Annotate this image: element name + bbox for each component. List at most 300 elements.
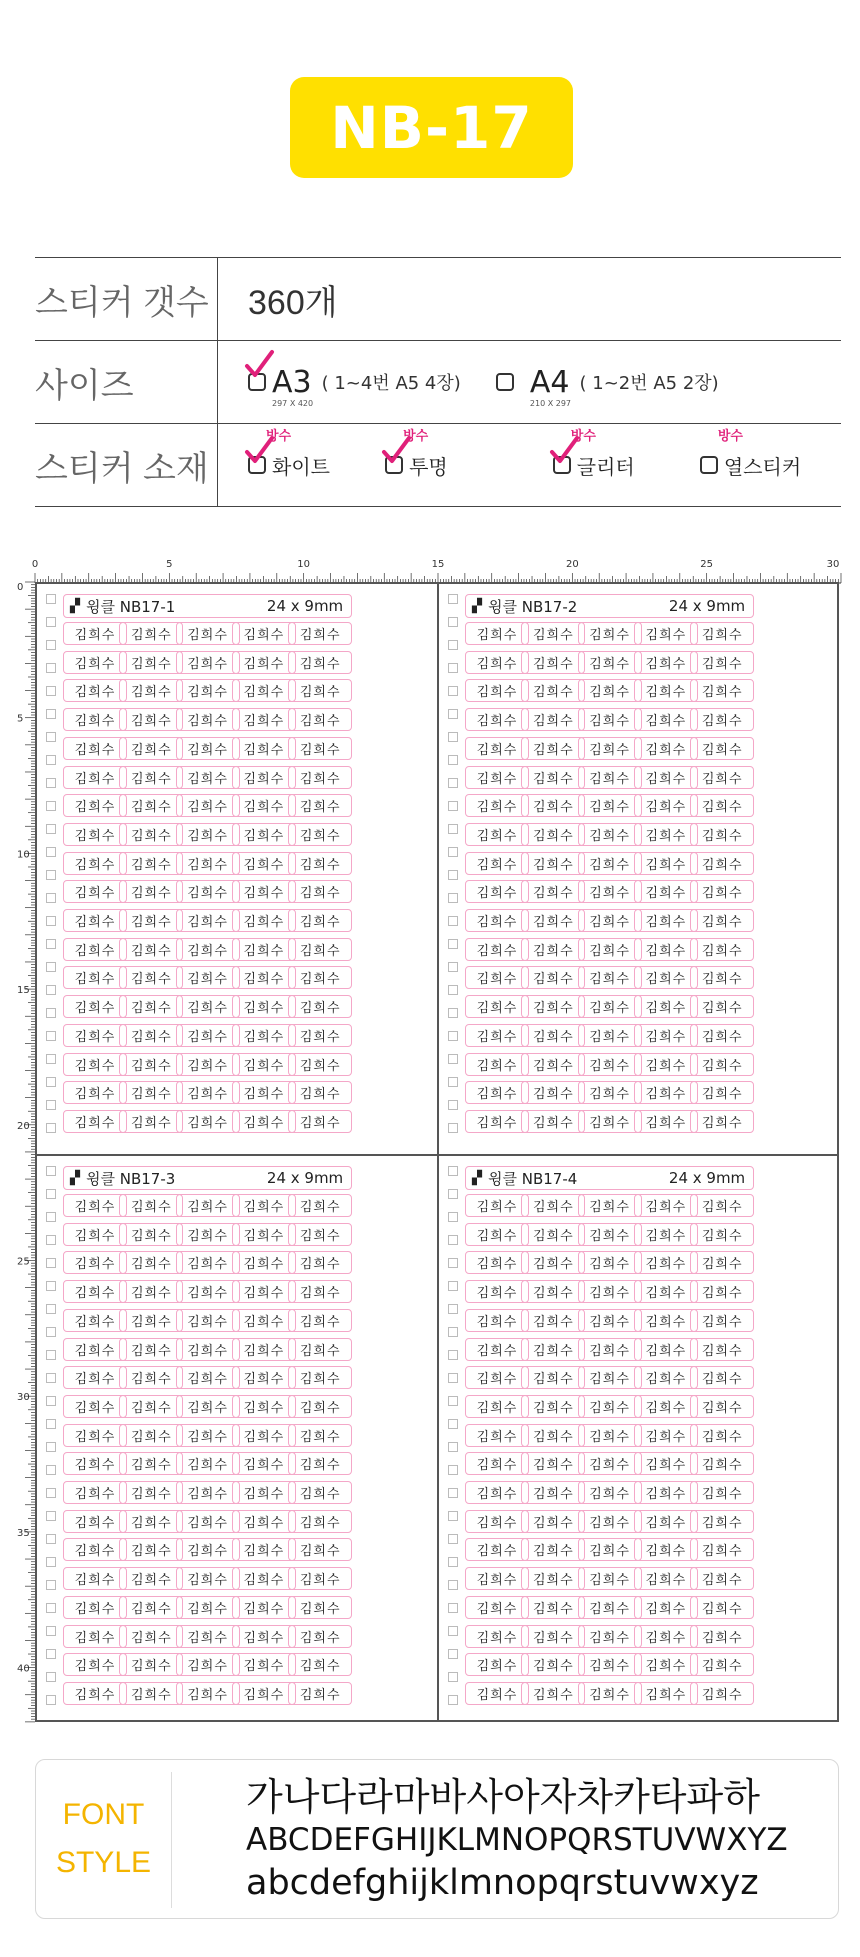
name-sticker: 김희수 <box>690 1625 754 1648</box>
name-sticker: 김희수 <box>288 1024 352 1047</box>
name-sticker: 김희수 <box>465 708 529 731</box>
margin-square <box>448 1327 458 1337</box>
margin-square <box>46 1396 56 1406</box>
quadrant-size: 24 x 9mm <box>668 1169 746 1187</box>
name-sticker: 김희수 <box>119 1110 183 1133</box>
name-sticker: 김희수 <box>119 708 183 731</box>
name-sticker: 김희수 <box>465 1395 529 1418</box>
name-sticker: 김희수 <box>690 679 754 702</box>
margin-square <box>448 1304 458 1314</box>
name-sticker: 김희수 <box>288 852 352 875</box>
name-sticker: 김희수 <box>521 909 585 932</box>
name-sticker: 김희수 <box>288 1481 352 1504</box>
margin-square <box>46 1465 56 1475</box>
name-sticker: 김희수 <box>119 1280 183 1303</box>
name-sticker: 김희수 <box>465 1653 529 1676</box>
margin-square <box>46 1603 56 1613</box>
material-option-clear[interactable] <box>385 428 448 480</box>
name-sticker: 김희수 <box>521 679 585 702</box>
name-sticker: 김희수 <box>465 1081 529 1104</box>
name-sticker: 김희수 <box>465 995 529 1018</box>
name-sticker: 김희수 <box>578 909 642 932</box>
ruler-label: 15 <box>17 985 30 997</box>
check-mark-icon <box>243 349 275 381</box>
margin-square <box>46 1419 56 1429</box>
spec-row-size <box>35 341 841 424</box>
spec-table <box>35 257 841 507</box>
name-sticker: 김희수 <box>176 708 240 731</box>
name-sticker: 김희수 <box>578 1110 642 1133</box>
name-sticker: 김희수 <box>288 1424 352 1447</box>
name-sticker: 김희수 <box>119 1338 183 1361</box>
name-sticker: 김희수 <box>465 823 529 846</box>
name-sticker: 김희수 <box>232 1395 296 1418</box>
name-sticker: 김희수 <box>690 1251 754 1274</box>
name-sticker: 김희수 <box>634 1338 698 1361</box>
name-sticker: 김희수 <box>465 1251 529 1274</box>
margin-square <box>448 1008 458 1018</box>
name-sticker: 김희수 <box>232 766 296 789</box>
font-sample-upper: ABCDEFGHIJKLMNOPQRSTUVWXYZ <box>246 1822 788 1858</box>
margin-square <box>448 1054 458 1064</box>
name-sticker: 김희수 <box>465 1682 529 1705</box>
margin-square <box>46 1373 56 1383</box>
name-sticker: 김희수 <box>521 1280 585 1303</box>
logo-icon: ▞ <box>70 1170 80 1186</box>
name-sticker: 김희수 <box>288 1682 352 1705</box>
margin-square <box>46 1327 56 1337</box>
name-sticker: 김희수 <box>578 1366 642 1389</box>
name-sticker: 김희수 <box>521 1194 585 1217</box>
name-sticker: 김희수 <box>578 679 642 702</box>
name-sticker: 김희수 <box>232 823 296 846</box>
font-box-divider <box>171 1772 172 1908</box>
waterproof-tag: 방수 <box>717 428 743 444</box>
margin-square <box>46 663 56 673</box>
size-name: A4 <box>529 364 570 400</box>
name-sticker: 김희수 <box>578 1567 642 1590</box>
name-sticker: 김희수 <box>634 622 698 645</box>
name-sticker: 김희수 <box>232 1338 296 1361</box>
name-sticker: 김희수 <box>578 651 642 674</box>
quadrant-header <box>465 1166 754 1190</box>
name-sticker: 김희수 <box>119 823 183 846</box>
name-sticker: 김희수 <box>521 622 585 645</box>
name-sticker: 김희수 <box>232 909 296 932</box>
size-dimensions: 297 X 420 <box>272 398 314 408</box>
name-sticker: 김희수 <box>521 737 585 760</box>
ruler-label: 10 <box>297 559 311 570</box>
size-option-a4[interactable] <box>496 364 719 408</box>
name-sticker: 김희수 <box>63 1053 127 1076</box>
name-sticker: 김희수 <box>465 909 529 932</box>
name-sticker: 김희수 <box>63 622 127 645</box>
name-sticker: 김희수 <box>690 1481 754 1504</box>
quadrant-title: 윙클 NB17-1 <box>86 597 176 616</box>
name-sticker: 김희수 <box>288 1110 352 1133</box>
name-sticker: 김희수 <box>63 1194 127 1217</box>
name-sticker: 김희수 <box>63 1596 127 1619</box>
name-sticker: 김희수 <box>176 1280 240 1303</box>
name-sticker: 김희수 <box>465 966 529 989</box>
checkbox[interactable] <box>496 373 514 391</box>
logo-icon: ▞ <box>70 598 80 614</box>
name-sticker: 김희수 <box>176 1567 240 1590</box>
name-sticker: 김희수 <box>521 1366 585 1389</box>
name-sticker: 김희수 <box>690 766 754 789</box>
name-sticker: 김희수 <box>690 1452 754 1475</box>
name-sticker: 김희수 <box>176 1366 240 1389</box>
margin-square <box>46 985 56 995</box>
name-sticker: 김희수 <box>232 1194 296 1217</box>
name-sticker: 김희수 <box>288 1251 352 1274</box>
name-sticker: 김희수 <box>578 737 642 760</box>
name-sticker: 김희수 <box>465 1567 529 1590</box>
name-sticker: 김희수 <box>288 1538 352 1561</box>
name-sticker: 김희수 <box>63 1481 127 1504</box>
margin-square <box>448 1077 458 1087</box>
font-sample-korean: 가나다라마바사아자차카타파하 <box>246 1775 760 1819</box>
margin-square <box>46 640 56 650</box>
name-sticker: 김희수 <box>119 1081 183 1104</box>
margin-square <box>46 1649 56 1659</box>
margin-square <box>46 732 56 742</box>
name-sticker: 김희수 <box>176 909 240 932</box>
name-sticker: 김희수 <box>578 1424 642 1447</box>
name-sticker: 김희수 <box>521 1081 585 1104</box>
waterproof-tag: 방수 <box>570 428 596 444</box>
count-label: 스티커 갯수 <box>35 258 218 341</box>
quadrant-size: 24 x 9mm <box>668 597 746 615</box>
margin-square <box>46 916 56 926</box>
name-sticker: 김희수 <box>288 1452 352 1475</box>
name-sticker: 김희수 <box>288 1223 352 1246</box>
name-sticker: 김희수 <box>232 737 296 760</box>
name-sticker: 김희수 <box>465 1452 529 1475</box>
name-sticker: 김희수 <box>465 737 529 760</box>
checkbox[interactable] <box>700 456 718 474</box>
name-sticker: 김희수 <box>634 708 698 731</box>
name-sticker: 김희수 <box>634 1682 698 1705</box>
name-sticker: 김희수 <box>176 823 240 846</box>
quadrant-size: 24 x 9mm <box>266 1169 344 1187</box>
margin-square <box>46 1166 56 1176</box>
name-sticker: 김희수 <box>634 995 698 1018</box>
material-option-heat[interactable] <box>700 428 802 480</box>
name-sticker: 김희수 <box>119 852 183 875</box>
ruler-label: 0 <box>17 582 24 593</box>
margin-square <box>46 1695 56 1705</box>
margin-square <box>448 1350 458 1360</box>
name-sticker: 김희수 <box>690 1395 754 1418</box>
size-dimensions: 210 X 297 <box>529 398 572 408</box>
margin-square <box>46 1580 56 1590</box>
name-sticker: 김희수 <box>63 708 127 731</box>
name-sticker: 김희수 <box>232 651 296 674</box>
margin-square <box>46 686 56 696</box>
spec-row-count <box>35 258 841 341</box>
margin-square <box>448 663 458 673</box>
name-sticker: 김희수 <box>232 1053 296 1076</box>
margin-square <box>46 1557 56 1567</box>
name-sticker: 김희수 <box>521 1481 585 1504</box>
name-sticker: 김희수 <box>690 823 754 846</box>
margin-square <box>46 824 56 834</box>
ruler-label: 15 <box>431 559 445 570</box>
name-sticker: 김희수 <box>119 622 183 645</box>
name-sticker: 김희수 <box>288 679 352 702</box>
name-sticker: 김희수 <box>63 1424 127 1447</box>
margin-square <box>46 870 56 880</box>
name-sticker: 김희수 <box>288 708 352 731</box>
name-sticker: 김희수 <box>634 938 698 961</box>
ruler-label: 10 <box>17 849 30 861</box>
name-sticker: 김희수 <box>232 1538 296 1561</box>
name-sticker: 김희수 <box>232 1596 296 1619</box>
margin-square <box>448 1626 458 1636</box>
name-sticker: 김희수 <box>465 1625 529 1648</box>
name-sticker: 김희수 <box>578 1053 642 1076</box>
margin-square <box>448 1235 458 1245</box>
name-sticker: 김희수 <box>63 852 127 875</box>
name-sticker: 김희수 <box>119 1653 183 1676</box>
name-sticker: 김희수 <box>232 852 296 875</box>
ruler-label: 5 <box>166 559 173 570</box>
name-sticker: 김희수 <box>465 1596 529 1619</box>
name-sticker: 김희수 <box>578 1223 642 1246</box>
name-sticker: 김희수 <box>119 1481 183 1504</box>
name-sticker: 김희수 <box>634 966 698 989</box>
font-sample-lower: abcdefghijklmnopqrstuvwxyz <box>246 1863 759 1903</box>
name-sticker: 김희수 <box>690 1596 754 1619</box>
name-sticker: 김희수 <box>690 938 754 961</box>
name-sticker: 김희수 <box>578 1251 642 1274</box>
check-mark-icon <box>548 435 580 467</box>
name-sticker: 김희수 <box>578 766 642 789</box>
name-sticker: 김희수 <box>176 995 240 1018</box>
margin-square <box>448 1281 458 1291</box>
margin-square <box>46 755 56 765</box>
name-sticker: 김희수 <box>521 1251 585 1274</box>
name-sticker: 김희수 <box>63 1110 127 1133</box>
margin-square <box>448 709 458 719</box>
name-sticker: 김희수 <box>176 1424 240 1447</box>
size-label: 사이즈 <box>35 341 218 424</box>
name-sticker: 김희수 <box>63 1251 127 1274</box>
material-name: 화이트 <box>272 454 330 479</box>
name-sticker: 김희수 <box>634 1481 698 1504</box>
left-ruler <box>16 582 36 1722</box>
name-sticker: 김희수 <box>288 1194 352 1217</box>
name-sticker: 김희수 <box>521 1110 585 1133</box>
margin-square <box>448 1189 458 1199</box>
name-sticker: 김희수 <box>578 1510 642 1533</box>
name-sticker: 김희수 <box>634 1081 698 1104</box>
ruler-label: 35 <box>17 1527 30 1539</box>
name-sticker: 김희수 <box>176 1081 240 1104</box>
ruler-label: 30 <box>826 559 840 570</box>
name-sticker: 김희수 <box>288 1395 352 1418</box>
name-sticker: 김희수 <box>119 1309 183 1332</box>
name-sticker: 김희수 <box>288 1653 352 1676</box>
name-sticker: 김희수 <box>176 1596 240 1619</box>
margin-square <box>448 1488 458 1498</box>
margin-square <box>448 1373 458 1383</box>
margin-square <box>448 1100 458 1110</box>
margin-square <box>448 1672 458 1682</box>
name-sticker: 김희수 <box>232 1567 296 1590</box>
margin-square <box>46 939 56 949</box>
margin-square <box>448 1212 458 1222</box>
name-sticker: 김희수 <box>232 1625 296 1648</box>
name-sticker: 김희수 <box>690 966 754 989</box>
name-sticker: 김희수 <box>465 651 529 674</box>
name-sticker: 김희수 <box>521 708 585 731</box>
name-sticker: 김희수 <box>63 1567 127 1590</box>
name-sticker: 김희수 <box>521 1625 585 1648</box>
name-sticker: 김희수 <box>634 1223 698 1246</box>
ruler-label: 20 <box>17 1120 30 1132</box>
name-sticker: 김희수 <box>578 966 642 989</box>
name-sticker: 김희수 <box>521 1223 585 1246</box>
name-sticker: 김희수 <box>288 737 352 760</box>
name-sticker: 김희수 <box>119 679 183 702</box>
name-sticker: 김희수 <box>63 1452 127 1475</box>
name-sticker: 김희수 <box>690 622 754 645</box>
margin-square <box>448 617 458 627</box>
name-sticker: 김희수 <box>288 1280 352 1303</box>
name-sticker: 김희수 <box>63 880 127 903</box>
name-sticker: 김희수 <box>288 1366 352 1389</box>
name-sticker: 김희수 <box>465 880 529 903</box>
name-sticker: 김희수 <box>690 1024 754 1047</box>
check-mark-icon <box>380 435 412 467</box>
margin-square <box>448 962 458 972</box>
margin-square <box>46 1350 56 1360</box>
name-sticker: 김희수 <box>690 880 754 903</box>
name-sticker: 김희수 <box>63 1538 127 1561</box>
margin-square <box>448 985 458 995</box>
name-sticker: 김희수 <box>634 766 698 789</box>
margin-square <box>448 1123 458 1133</box>
name-sticker: 김희수 <box>465 1110 529 1133</box>
name-sticker: 김희수 <box>176 880 240 903</box>
name-sticker: 김희수 <box>465 1481 529 1504</box>
name-sticker: 김희수 <box>176 1481 240 1504</box>
margin-square <box>46 709 56 719</box>
name-sticker: 김희수 <box>578 1395 642 1418</box>
name-sticker: 김희수 <box>465 1024 529 1047</box>
name-sticker: 김희수 <box>176 1338 240 1361</box>
name-sticker: 김희수 <box>465 679 529 702</box>
ruler-label: 0 <box>31 559 39 570</box>
name-sticker: 김희수 <box>690 1223 754 1246</box>
quadrant-title: 윙클 NB17-2 <box>488 597 578 616</box>
quadrant-header <box>63 1166 352 1190</box>
name-sticker: 김희수 <box>690 1110 754 1133</box>
name-sticker: 김희수 <box>288 651 352 674</box>
margin-square <box>46 1488 56 1498</box>
name-sticker: 김희수 <box>634 1251 698 1274</box>
margin-square <box>448 1465 458 1475</box>
ruler-label: 40 <box>17 1663 30 1675</box>
name-sticker: 김희수 <box>119 766 183 789</box>
sheet-divider-vertical <box>437 584 439 1720</box>
name-sticker: 김희수 <box>521 1538 585 1561</box>
name-sticker: 김희수 <box>232 938 296 961</box>
margin-square <box>448 1695 458 1705</box>
quadrant-title: 윙클 NB17-4 <box>488 1169 578 1188</box>
name-sticker: 김희수 <box>690 1309 754 1332</box>
name-sticker: 김희수 <box>119 1366 183 1389</box>
name-sticker: 김희수 <box>63 1510 127 1533</box>
name-sticker: 김희수 <box>634 852 698 875</box>
margin-square <box>448 939 458 949</box>
name-sticker: 김희수 <box>232 1110 296 1133</box>
size-option-a3[interactable] <box>248 364 461 408</box>
count-value: 360개 <box>248 283 338 322</box>
material-name: 투명 <box>409 454 448 479</box>
quadrant-title: 윙클 NB17-3 <box>86 1169 176 1188</box>
name-sticker: 김희수 <box>176 1538 240 1561</box>
name-sticker: 김희수 <box>288 1596 352 1619</box>
name-sticker: 김희수 <box>690 651 754 674</box>
name-sticker: 김희수 <box>578 1452 642 1475</box>
name-sticker: 김희수 <box>634 823 698 846</box>
margin-square <box>46 801 56 811</box>
name-sticker: 김희수 <box>521 1510 585 1533</box>
name-sticker: 김희수 <box>690 708 754 731</box>
name-sticker: 김희수 <box>119 1625 183 1648</box>
name-sticker: 김희수 <box>119 651 183 674</box>
material-option-glitter[interactable] <box>553 428 635 480</box>
ruler-label: 5 <box>17 713 24 725</box>
name-sticker: 김희수 <box>119 1596 183 1619</box>
name-sticker: 김희수 <box>288 622 352 645</box>
name-sticker: 김희수 <box>63 737 127 760</box>
margin-square <box>46 1672 56 1682</box>
name-sticker: 김희수 <box>176 651 240 674</box>
name-sticker: 김희수 <box>521 1395 585 1418</box>
name-sticker: 김희수 <box>634 794 698 817</box>
name-sticker: 김희수 <box>465 1053 529 1076</box>
name-sticker: 김희수 <box>690 1538 754 1561</box>
name-sticker: 김희수 <box>232 1309 296 1332</box>
name-sticker: 김희수 <box>63 1280 127 1303</box>
name-sticker: 김희수 <box>521 794 585 817</box>
name-sticker: 김희수 <box>63 766 127 789</box>
name-sticker: 김희수 <box>578 1338 642 1361</box>
name-sticker: 김희수 <box>63 1395 127 1418</box>
name-sticker: 김희수 <box>288 995 352 1018</box>
name-sticker: 김희수 <box>634 909 698 932</box>
name-sticker: 김희수 <box>690 1194 754 1217</box>
name-sticker: 김희수 <box>634 1596 698 1619</box>
name-sticker: 김희수 <box>690 794 754 817</box>
name-sticker: 김희수 <box>521 1682 585 1705</box>
product-code-badge: NB-17 <box>290 77 573 178</box>
name-sticker: 김희수 <box>63 794 127 817</box>
name-sticker: 김희수 <box>176 1510 240 1533</box>
name-sticker: 김희수 <box>521 1424 585 1447</box>
name-sticker: 김희수 <box>521 852 585 875</box>
material-option-white[interactable] <box>248 428 330 480</box>
name-sticker: 김희수 <box>690 1280 754 1303</box>
margin-square <box>448 847 458 857</box>
margin-square <box>46 1008 56 1018</box>
name-sticker: 김희수 <box>63 909 127 932</box>
name-sticker: 김희수 <box>63 1081 127 1104</box>
